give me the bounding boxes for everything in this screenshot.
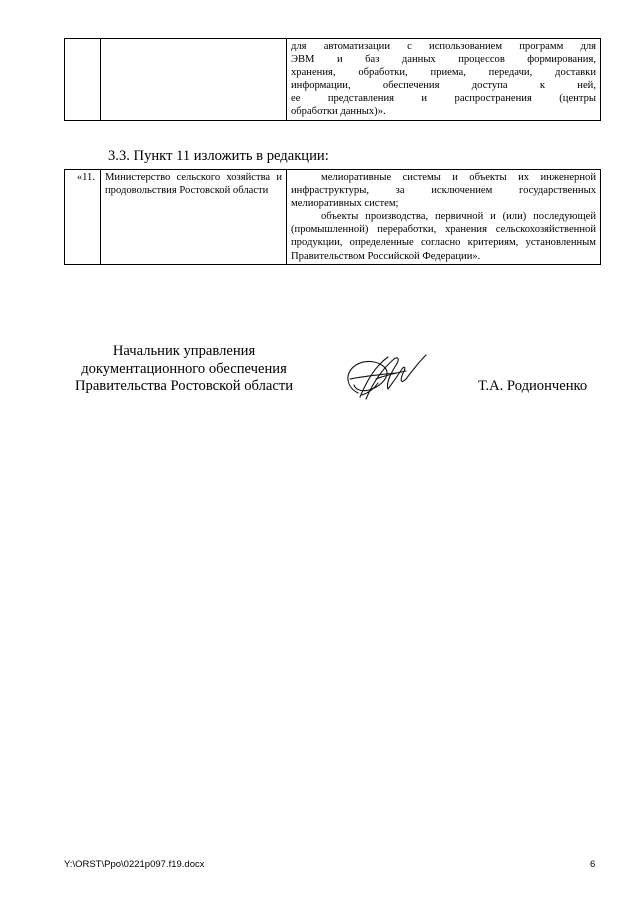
objects-paragraph: объекты производства, первичной и (или) последующей (промышленной) переработки, хранения сельскохозяйственной продукции, определенные согласно критериям, установленным Правительством Российской Федерации». <box>291 211 596 262</box>
table-row <box>65 170 601 265</box>
signer-title-line: Начальник управления <box>112 343 256 359</box>
signer-title-line: документационного обеспечения <box>81 360 287 377</box>
objects-line: обработки данных)». <box>291 106 386 118</box>
agency-cell: Министерство сельского хозяйства и продовольствия Ростовской области <box>101 170 287 265</box>
objects-paragraph: мелиоративные системы и объекты их инженерной инфраструктуры, за исключением государственных мелиоративных систем; <box>291 172 596 210</box>
table-continuation <box>64 38 601 121</box>
agency-cell <box>101 39 287 121</box>
handwritten-signature <box>336 349 432 407</box>
row-number-cell: «11. <box>65 170 101 265</box>
objects-cell <box>287 39 601 121</box>
objects-line: хранения, обработки, приема, передачи, доставки <box>291 67 596 79</box>
objects-cell <box>287 170 601 265</box>
signer-name: Т.А. Родионченко <box>478 378 588 394</box>
section-heading: 3.3. Пункт 11 изложить в редакции: <box>108 148 329 164</box>
page-number: 6 <box>590 859 596 870</box>
objects-line: ее представления и распространения (центры <box>291 93 596 105</box>
objects-line: информации, обеспечения доступа к ней, <box>291 80 596 92</box>
signer-title <box>64 343 304 396</box>
row-number-cell <box>65 39 101 121</box>
objects-line: ЭВМ и баз данных процессов формирования, <box>291 54 596 66</box>
signer-title-line: Правительства Ростовской области <box>74 378 294 394</box>
file-path: Y:\ORST\Ppo\0221p097.f19.docx <box>64 859 205 870</box>
table-row <box>65 39 601 121</box>
table-item-11 <box>64 169 601 265</box>
objects-line: для автоматизации с использованием программ для <box>291 41 596 52</box>
